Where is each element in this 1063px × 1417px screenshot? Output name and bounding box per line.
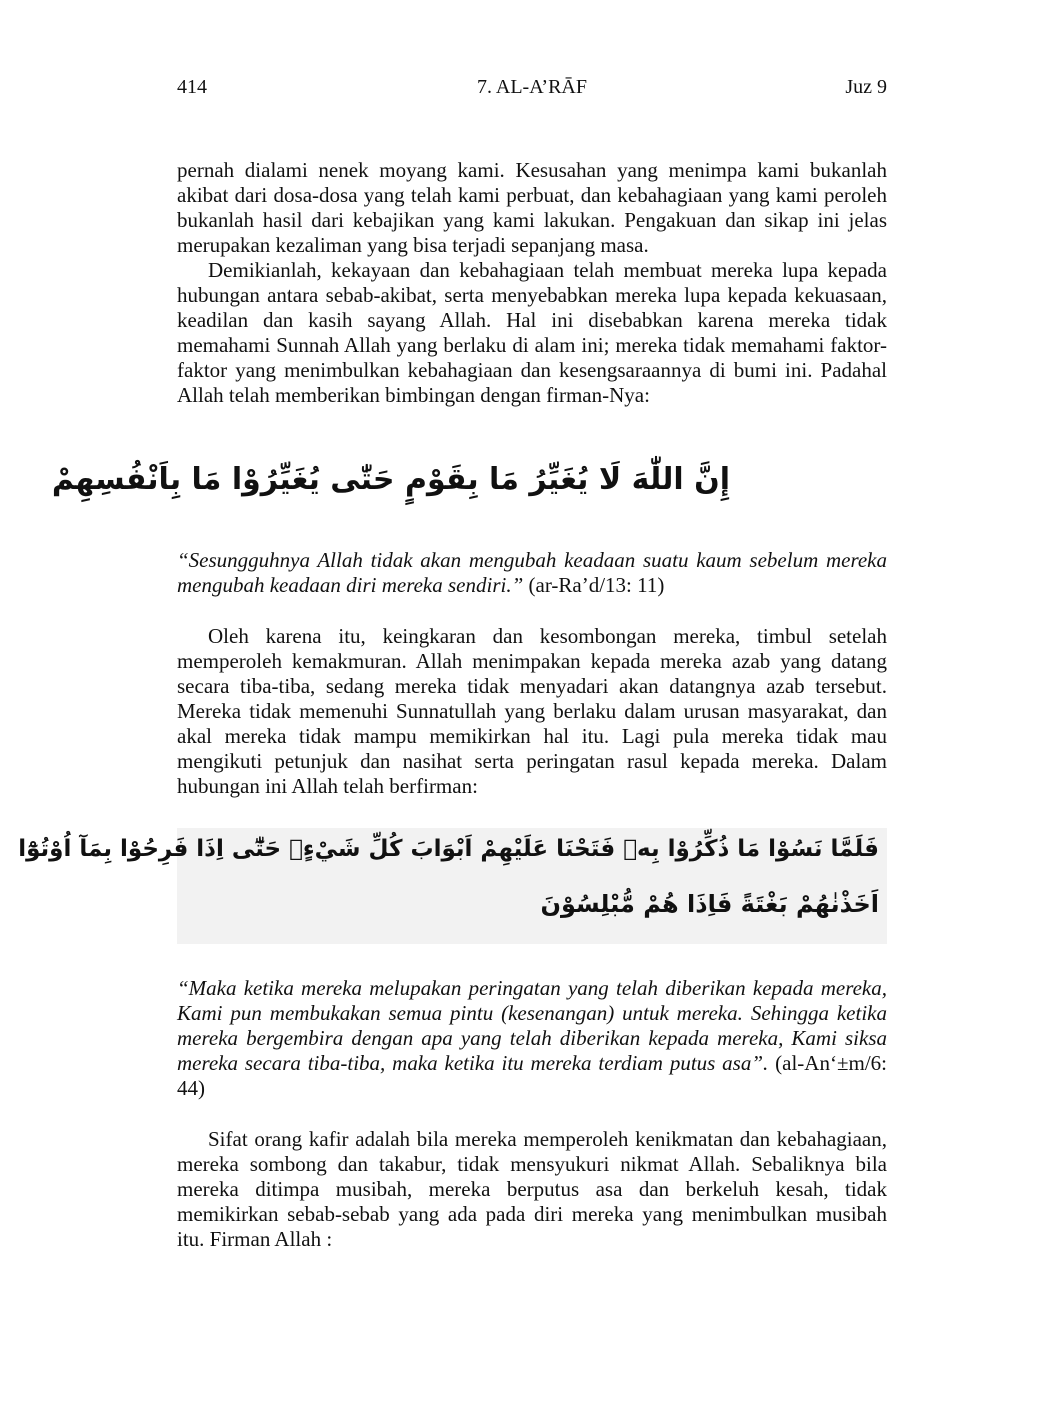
paragraph-1: pernah dialami nenek moyang kami. Kesusahan yang menimpa kami bukanlah akibat dari dosa-dosa yang telah kami perbuat, dan kebahagiaan yang kami peroleh bukanlah hasil dari kebajikan yang kami lakukan. Pengakuan dan sikap ini jelas merupakan kezaliman yang bisa terjadi sepanjang masa. (177, 158, 887, 257)
paragraph-block-1 (177, 158, 887, 408)
paragraph-3: Oleh karena itu, keingkaran dan kesombongan mereka, timbul setelah memperoleh kemakmuran. Allah menimpakan kepada mereka azab yang datang secara tiba-tiba, sedang mereka tidak menyadari akan datangnya azab tersebut. Mereka tidak memenuhi Sunnatullah yang berlaku dalam urusan masyarakat, dan akal mereka tidak mampu memikirkan hal itu. Lagi pula mereka tidak mau mengikuti petunjuk dan nasihat serta peringatan rasul kepada mereka. Dalam hubungan ini Allah telah berfirman: (177, 624, 887, 798)
paragraph-4: Sifat orang kafir adalah bila mereka memperoleh kenikmatan dan kebahagiaan, mereka sombong dan takabur, tidak mensyukuri nikmat Allah. Sebaliknya bila mereka ditimpa musibah, mereka berputus asa dan berkeluh kesah, tidak memikirkan sebab-sebab yang ada pada diri mereka yang menimbulkan musibah itu. Firman Allah : (177, 1127, 887, 1251)
quran-verse-2-arabic-line-2: اَخَذْنٰهُمْ بَغْتَةً فَاِذَا هُمْ مُّبْلِسُوْنَ (540, 890, 879, 918)
paragraph-block-4 (177, 1127, 887, 1252)
paragraph-block-3 (177, 624, 887, 799)
paragraph-2: Demikianlah, kekayaan dan kebahagiaan telah membuat mereka lupa kepada hubungan antara sebab-akibat, serta menyebabkan mereka lupa kepada kekuasaan, keadilan dan kasih sayang Allah. Hal ini disebabkan karena mereka tidak memahami Sunnah Allah yang berlaku di alam ini; mereka tidak memahami faktor-faktor yang menimbulkan kebahagiaan dan kesengsaraannya di bumi ini. Padahal Allah telah memberikan bimbingan dengan firman-Nya: (177, 258, 887, 407)
page-number: 414 (177, 76, 207, 98)
quran-verse-2-box (18, 828, 887, 944)
quran-verse-2-arabic-line-1: فَلَمَّا نَسُوْا مَا ذُكِّرُوْا بِهٖ فَتَحْنَا عَلَيْهِمْ اَبْوَابَ كُلِّ شَيْءٍۗ حَتّٰٓى اِذَا فَرِحُوْا بِمَآ اُوْتُوْٓا (18, 836, 879, 862)
verse-2-translation: “Maka ketika mereka melupakan peringatan yang telah diberikan kepada mereka, Kami pun membukakan semua pintu (kesenangan) untuk mereka. Sehingga ketika mereka bergembira dengan apa yang telah diberikan kepada mereka, Kami siksa mereka secara tiba-tiba, maka ketika itu mereka terdiam putus asa”. (177, 976, 887, 1075)
chapter-title: 7. AL-A’RĀF (476, 76, 587, 98)
page-header (177, 76, 887, 104)
verse-1-translation-block (177, 548, 887, 598)
verse-2-translation-block (177, 976, 887, 1101)
juz-label: Juz 9 (845, 76, 887, 98)
verse-2-reference: (al-An‘±m/6: 44) (177, 1051, 887, 1100)
quran-verse-1-arabic: إِنَّ اللّٰهَ لَا يُغَيِّرُ مَا بِقَوْمٍ حَتّٰى يُغَيِّرُوْا مَا بِاَنْفُسِهِمْ (51, 462, 730, 497)
verse-1-reference: (ar-Ra’d/13: 11) (528, 573, 665, 597)
verse-1-translation: “Sesungguhnya Allah tidak akan mengubah keadaan suatu kaum sebelum mereka mengubah keadaan diri mereka sendiri.” (177, 548, 887, 597)
